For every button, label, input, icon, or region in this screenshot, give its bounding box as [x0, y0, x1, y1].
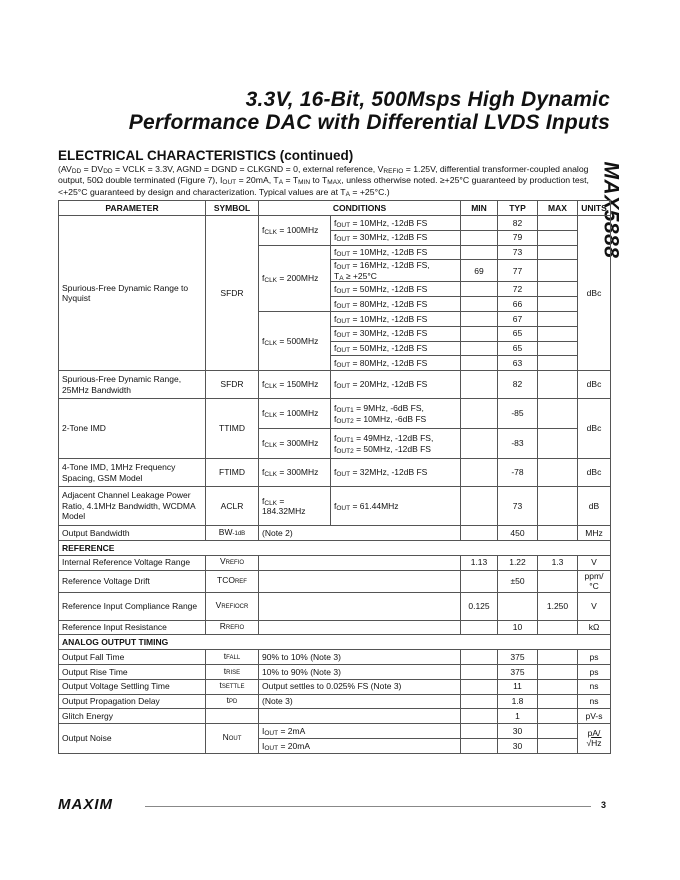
symbol-cell: tRISE — [206, 664, 259, 679]
min-cell — [461, 216, 498, 231]
typ-cell: 10 — [498, 620, 538, 635]
condition-cell: $f_{OUT} = 10MHz$, -12dB FS — [331, 245, 461, 260]
units-cell: dBc — [578, 399, 611, 459]
units-cell: dBc — [578, 459, 611, 487]
param-cell: Output Noise — [59, 724, 206, 754]
condition-cell: $f_{OUT} = 80MHz$, -12dB FS — [331, 356, 461, 371]
header-symbol: SYMBOL — [206, 201, 259, 216]
units-cell: ns — [578, 679, 611, 694]
param-cell: Reference Input Compliance Range — [59, 592, 206, 620]
condition-cell: 90% to 10% (Note 3) — [259, 650, 461, 665]
units-cell: V — [578, 592, 611, 620]
typ-cell — [498, 592, 538, 620]
test-conditions: ($AV_{DD} = DV_{DD}$ = VCLK = 3.3V, AGND = DGND = CLKGND = 0, external reference, $V_{REFIO} = 1.25V$, differential transformer-coupled analog output, 50Ω double terminated (Figure 7), $I_{OUT} = 20mA$, $T_A = T_{MIN}$ to $T_{MAX}$, unless otherwise noted. ≥+25°C guaranteed by production test, <+25°C guaranteed by design and characterization. Typical values are at $T_A = +25^\circ C$.) — [58, 164, 589, 198]
units-cell: ps — [578, 650, 611, 665]
table-row — [59, 371, 611, 399]
typ-cell: ±50 — [498, 570, 538, 592]
condition-cell: $f_{OUT1} = 49MHz$, -12dB FS, $f_{OUT2} = 50MHz$, -12dB FS — [331, 429, 461, 459]
param-cell: Spurious-Free Dynamic Range, 25MHz Bandwidth — [59, 371, 206, 399]
max-cell — [538, 216, 578, 231]
header-max: MAX — [538, 201, 578, 216]
table-row — [59, 709, 611, 724]
condition-cell: $f_{OUT1} = 9MHz$, -6dB FS, $f_{OUT2} = 10MHz$, -6dB FS — [331, 399, 461, 429]
title-line-2: Performance DAC with Differential LVDS Inputs — [128, 111, 610, 134]
condition-cell: $f_{OUT} = 10MHz$, -12dB FS — [331, 216, 461, 231]
condition-cell: $f_{OUT} = 30MHz$, -12dB FS — [331, 230, 461, 245]
param-cell: Reference Voltage Drift — [59, 570, 206, 592]
side-part-number — [599, 150, 650, 280]
table-row — [59, 555, 611, 570]
param-cell: Output Fall Time — [59, 650, 206, 665]
typ-cell: 72 — [498, 282, 538, 297]
max-cell: 1.250 — [538, 592, 578, 620]
symbol-cell: tFALL — [206, 650, 259, 665]
condition-cell: $I_{OUT} = 20mA$ — [259, 738, 461, 753]
clock-cell: $f_{CLK} = 200MHz$ — [259, 245, 331, 311]
symbol-cell: VREFIO — [206, 555, 259, 570]
typ-cell: 73 — [498, 245, 538, 260]
clock-cell: $f_{CLK} = 150MHz$ — [259, 371, 331, 399]
document-title — [129, 88, 610, 134]
table-row — [59, 694, 611, 709]
param-cell: Spurious-Free Dynamic Range to Nyquist — [59, 216, 206, 371]
max-cell — [538, 620, 578, 635]
typ-cell: 11 — [498, 679, 538, 694]
condition-cell: $f_{OUT} = 16MHz$, -12dB FS, $T_A \ge +25^\circ C$ — [331, 260, 461, 282]
units-cell: kΩ — [578, 620, 611, 635]
table-row — [59, 679, 611, 694]
min-cell: 69 — [461, 260, 498, 282]
condition-cell: Output settles to 0.025% FS (Note 3) — [259, 679, 461, 694]
symbol-cell: BW-1dB — [206, 526, 259, 541]
condition-cell: $f_{OUT} = 10MHz$, -12dB FS — [331, 311, 461, 326]
clock-cell: $f_{CLK} = 300MHz$ — [259, 459, 331, 487]
symbol-cell — [206, 709, 259, 724]
table-header-row — [59, 201, 611, 216]
typ-cell: 82 — [498, 216, 538, 231]
units-cell: ppm/°C — [578, 570, 611, 592]
units-cell: ps — [578, 664, 611, 679]
table-row — [59, 650, 611, 665]
units-cell: dB — [578, 487, 611, 526]
condition-cell: $f_{OUT} = 32MHz$, -12dB FS — [331, 459, 461, 487]
units-cell: V — [578, 555, 611, 570]
typ-cell: 1.22 — [498, 555, 538, 570]
typ-cell: 65 — [498, 341, 538, 356]
param-cell: Output Propagation Delay — [59, 694, 206, 709]
units-cell: MHz — [578, 526, 611, 541]
typ-cell: 30 — [498, 738, 538, 753]
typ-cell: 73 — [498, 487, 538, 526]
condition-cell: $f_{OUT} = 20MHz$, -12dB FS — [331, 371, 461, 399]
electrical-characteristics-table — [58, 200, 611, 754]
symbol-cell: VREFIOCR — [206, 592, 259, 620]
table-row — [59, 216, 611, 231]
condition-cell: $f_{OUT} = 30MHz$, -12dB FS — [331, 326, 461, 341]
table-row — [59, 399, 611, 429]
condition-cell: $f_{OUT} = 80MHz$, -12dB FS — [331, 297, 461, 312]
param-cell: Output Bandwidth — [59, 526, 206, 541]
clock-cell: $f_{CLK} = 500MHz$ — [259, 311, 331, 370]
header-units: UNITS — [578, 201, 611, 216]
symbol-cell: TTIMD — [206, 399, 259, 459]
symbol-cell: FTIMD — [206, 459, 259, 487]
units-cell: pA/√Hz — [578, 724, 611, 754]
table-row — [59, 570, 611, 592]
typ-cell: 66 — [498, 297, 538, 312]
units-cell: dBc — [578, 371, 611, 399]
typ-cell: 65 — [498, 326, 538, 341]
typ-cell: 30 — [498, 724, 538, 739]
param-cell: 2-Tone IMD — [59, 399, 206, 459]
typ-cell: 450 — [498, 526, 538, 541]
clock-cell: $f_{CLK} = 184.32MHz$ — [259, 487, 331, 526]
typ-cell: -83 — [498, 429, 538, 459]
table-row — [59, 459, 611, 487]
table-row — [59, 620, 611, 635]
title-line-1: 3.3V, 16-Bit, 500Msps High Dynamic — [245, 88, 610, 111]
typ-cell: -85 — [498, 399, 538, 429]
max-cell: 1.3 — [538, 555, 578, 570]
typ-cell: 1 — [498, 709, 538, 724]
table-row — [59, 487, 611, 526]
condition-cell: $f_{OUT} = 50MHz$, -12dB FS — [331, 282, 461, 297]
section-title: ELECTRICAL CHARACTERISTICS (continued) — [58, 148, 354, 163]
typ-cell: 67 — [498, 311, 538, 326]
typ-cell: 79 — [498, 230, 538, 245]
symbol-cell: ACLR — [206, 487, 259, 526]
min-cell: 1.13 — [461, 555, 498, 570]
units-cell: ns — [578, 694, 611, 709]
footer-divider — [145, 806, 591, 807]
units-cell: dBc — [578, 216, 611, 371]
maxim-logo: MAXIM — [58, 796, 113, 813]
clock-cell: $f_{CLK} = 100MHz$ — [259, 399, 331, 429]
typ-cell: -78 — [498, 459, 538, 487]
section-header-row — [59, 540, 611, 555]
param-cell: Internal Reference Voltage Range — [59, 555, 206, 570]
clock-cell: $f_{CLK} = 100MHz$ — [259, 216, 331, 246]
clock-cell: $f_{CLK} = 300MHz$ — [259, 429, 331, 459]
typ-cell: 82 — [498, 371, 538, 399]
table-row — [59, 526, 611, 541]
condition-cell: (Note 2) — [259, 526, 461, 541]
table-row — [59, 664, 611, 679]
symbol-cell: SFDR — [206, 371, 259, 399]
header-parameter: PARAMETER — [59, 201, 206, 216]
condition-cell: $f_{OUT} = 50MHz$, -12dB FS — [331, 341, 461, 356]
param-cell: Output Rise Time — [59, 664, 206, 679]
min-cell — [461, 570, 498, 592]
section-header-reference: REFERENCE — [59, 540, 611, 555]
header-min: MIN — [461, 201, 498, 216]
condition-cell: $I_{OUT} = 2mA$ — [259, 724, 461, 739]
param-cell: Output Voltage Settling Time — [59, 679, 206, 694]
condition-cell — [259, 709, 461, 724]
units-cell: pV-s — [578, 709, 611, 724]
symbol-cell: tSETTLE — [206, 679, 259, 694]
symbol-cell: NOUT — [206, 724, 259, 754]
max-cell — [538, 570, 578, 592]
condition-cell: (Note 3) — [259, 694, 461, 709]
header-typ: TYP — [498, 201, 538, 216]
condition-cell: 10% to 90% (Note 3) — [259, 664, 461, 679]
header-conditions: CONDITIONS — [259, 201, 461, 216]
param-cell: 4-Tone IMD, 1MHz Frequency Spacing, GSM Model — [59, 459, 206, 487]
part-number-label: MAX5888 — [599, 161, 623, 259]
section-header-row — [59, 635, 611, 650]
typ-cell: 63 — [498, 356, 538, 371]
page-number: 3 — [601, 800, 607, 810]
min-cell: 0.125 — [461, 592, 498, 620]
min-cell — [461, 620, 498, 635]
param-cell: Adjacent Channel Leakage Power Ratio, 4.1MHz Bandwidth, WCDMA Model — [59, 487, 206, 526]
symbol-cell: TCOREF — [206, 570, 259, 592]
typ-cell: 375 — [498, 650, 538, 665]
typ-cell: 1.8 — [498, 694, 538, 709]
condition-cell: $f_{OUT} = 61.44MHz$ — [331, 487, 461, 526]
param-cell: Glitch Energy — [59, 709, 206, 724]
symbol-cell: SFDR — [206, 216, 259, 371]
param-cell: Reference Input Resistance — [59, 620, 206, 635]
symbol-cell: RREFIO — [206, 620, 259, 635]
section-header-timing: ANALOG OUTPUT TIMING — [59, 635, 611, 650]
table-row — [59, 592, 611, 620]
symbol-cell: tPD — [206, 694, 259, 709]
typ-cell: 77 — [498, 260, 538, 282]
table-row — [59, 724, 611, 739]
typ-cell: 375 — [498, 664, 538, 679]
